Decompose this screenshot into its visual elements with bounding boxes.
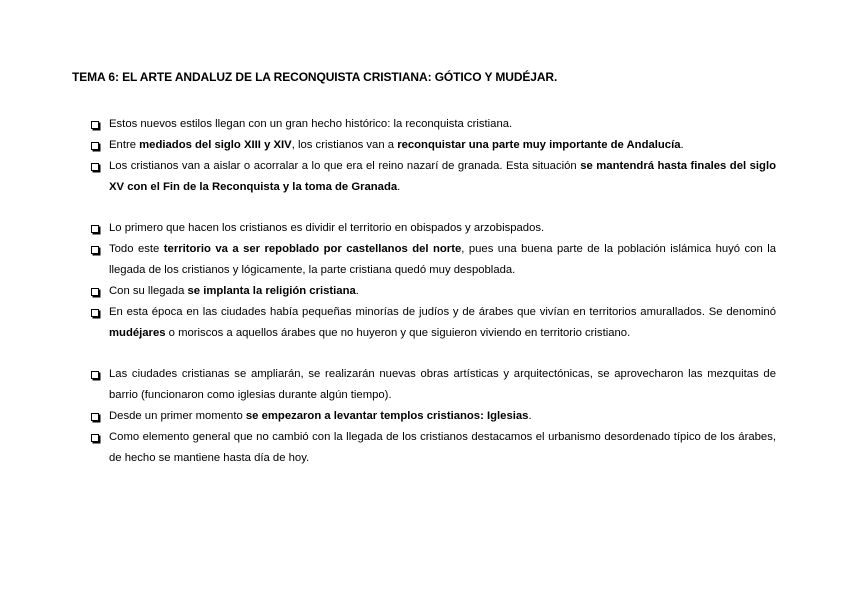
text: Como elemento general que no cambió con la llegada de los cristianos destacamos el urbanismo desordenado típico de los árabes, de hecho se mantiene hasta día de hoy.: [109, 431, 776, 464]
text: , los cristianos van a: [291, 139, 398, 151]
bold-text: se empezaron a levantar templos cristianos: Iglesias: [245, 410, 529, 422]
text: o moriscos a aquellos árabes que no huyeron y que siguieron viviendo en territorio cristiano.: [165, 327, 631, 339]
bullet-list-3: [88, 364, 776, 469]
list-item: [88, 427, 776, 469]
bold-text: mediados del siglo XIII y XIV: [139, 139, 292, 151]
bold-text: se implanta la religión cristiana: [187, 285, 356, 297]
text: Las ciudades cristianas se ampliarán, se realizarán nuevas obras artísticas y arquitectónicas, se aprovecharon las mezquitas de barrio (funcionaron como iglesias durante algún tiempo).: [109, 368, 776, 401]
checkbox-bullet-icon: [91, 142, 99, 150]
document-title: TEMA 6: EL ARTE ANDALUZ DE LA RECONQUISTA CRISTIANA: GÓTICO Y MUDÉJAR.: [72, 70, 558, 84]
bold-text: territorio va a ser repoblado por castellanos del norte: [163, 243, 462, 255]
bullet-list-1: [88, 114, 776, 198]
checkbox-bullet-icon: [91, 225, 99, 233]
checkbox-bullet-icon: [91, 413, 99, 421]
checkbox-bullet-icon: [91, 434, 99, 442]
list-item: [88, 302, 776, 344]
text: Entre: [109, 139, 140, 151]
checkbox-bullet-icon: [91, 246, 99, 254]
list-item: [88, 281, 776, 302]
bold-text: mudéjares: [109, 327, 166, 339]
text: .: [397, 181, 401, 193]
list-item: [88, 239, 776, 281]
list-item: [88, 114, 776, 135]
checkbox-bullet-icon: [91, 309, 99, 317]
text: .: [355, 285, 359, 297]
text: Los cristianos van a aislar o acorralar a lo que era el reino nazarí de granada. Esta situación: [109, 160, 581, 172]
bold-text: reconquistar una parte muy importante de Andalucía: [397, 139, 681, 151]
list-item: [88, 364, 776, 406]
checkbox-bullet-icon: [91, 163, 99, 171]
list-item: [88, 135, 776, 156]
text: Lo primero que hacen los cristianos es dividir el territorio en obispados y arzobispados.: [109, 222, 545, 234]
list-item: [88, 406, 776, 427]
text: .: [528, 410, 532, 422]
checkbox-bullet-icon: [91, 371, 99, 379]
checkbox-bullet-icon: [91, 288, 99, 296]
checkbox-bullet-icon: [91, 121, 99, 129]
list-item: [88, 156, 776, 198]
text: .: [680, 139, 684, 151]
text: Estos nuevos estilos llegan con un gran hecho histórico: la reconquista cristiana.: [109, 118, 513, 130]
text: , pues una buena parte de la población islámica huyó con la llegada de los cristianos y lógicamente, la parte cristiana quedó muy despoblada.: [109, 243, 776, 276]
text: Con su llegada: [109, 285, 188, 297]
bullet-list-2: [88, 218, 776, 344]
text: En esta época en las ciudades había pequeñas minorías de judíos y de árabes que vivían en territorios amurallados. Se denominó: [109, 306, 776, 318]
text: Todo este: [109, 243, 164, 255]
bold-text: se mantendrá hasta finales del siglo XV con el Fin de la Reconquista y la toma de Granada: [109, 160, 776, 193]
list-item: [88, 218, 776, 239]
text: Desde un primer momento: [109, 410, 246, 422]
